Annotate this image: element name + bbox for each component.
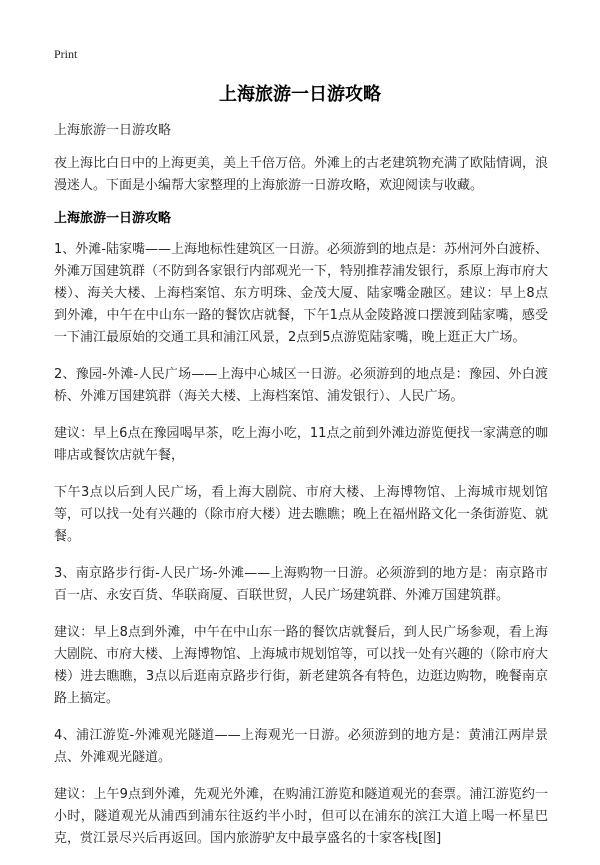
paragraph-route-4: 4、浦江游览-外滩观光隧道——上海观光一日游。必须游到的地方是：黄浦江两岸景点、外滩观光隧道。 [54, 728, 548, 765]
paragraph-route-2: 2、豫园-外滩-人民广场——上海中心城区一日游。必须游到的地点是：豫园、外白渡桥、外滩万国建筑群（海关大楼、上海档案馆、浦发银行）、人民广场。 [54, 367, 548, 404]
paragraph-route-2-advice: 建议：早上6点在豫园喝早茶，吃上海小吃，11点之前到外滩边游览便找一家满意的咖啡店或餐饮店就午餐， [54, 426, 548, 463]
section-heading: 上海旅游一日游攻略 [54, 211, 172, 226]
paragraph-route-3: 3、南京路步行街-人民广场-外滩——上海购物一日游。必须游到的地方是：南京路市百一店、永安百货、华联商厦、百联世贸，人民广场建筑群、外滩万国建筑群。 [54, 566, 548, 603]
paragraph-route-4-advice: 建议：上午9点到外滩，先观光外滩，在购浦江游览和隧道观光的套票。浦江游览约一小时，隧道观光从浦西到浦东往返约半小时，但可以在浦东的滨江大道上喝一杯星巴克，赏江景尽兴后再返回。国内旅游驴友中最享盛名的十家客栈[图] [54, 787, 548, 846]
paragraph-route-1: 1、外滩-陆家嘴——上海地标性建筑区一日游。必须游到的地点是：苏州河外白渡桥、外滩万国建筑群（不防到各家银行内部观光一下，特别推荐浦发银行，系原上海市府大楼）、海关大楼、上海档案馆、东方明珠、金茂大厦、陆家嘴金融区。建议：早上8点到外滩，中午在中山东一路的餐饮店就餐，下午1点从金陵路渡口摆渡到陆家嘴，感受一下浦江最原始的交通工具和浦江风景，2点到5点游览陆家嘴，晚上逛正大广场。 [54, 242, 549, 345]
paragraph-route-3-advice: 建议：早上8点到外滩，中午在中山东一路的餐饮店就餐后，到人民广场参观，看上海大剧院、市府大楼、上海博物馆、上海城市规划馆等，可以找一处有兴趣的（除市府大楼）进去瞧瞧，3点以后逛南京路步行街，新老建筑各有特色，边逛边购物，晚餐南京路上搞定。 [54, 625, 549, 706]
intro-paragraph: 夜上海比白日中的上海更美，美上千倍万倍。外滩上的古老建筑物充满了欧陆情调，浪漫迷人。下面是小编帮大家整理的上海旅游一日游攻略，欢迎阅读与收藏。 [54, 156, 549, 193]
page-title: 上海旅游一日游攻略 [219, 84, 381, 105]
paragraph-route-2-afternoon: 下午3点以后到人民广场，看上海大剧院、市府大楼、上海博物馆、上海城市规划馆等，可以找一处有兴趣的（除市府大楼）进去瞧瞧；晚上在福州路文化一条街游览、就餐。 [54, 485, 549, 544]
article-body [54, 120, 548, 865]
print-link[interactable]: Print [54, 47, 78, 61]
article-subtitle: 上海旅游一日游攻略 [54, 123, 172, 138]
